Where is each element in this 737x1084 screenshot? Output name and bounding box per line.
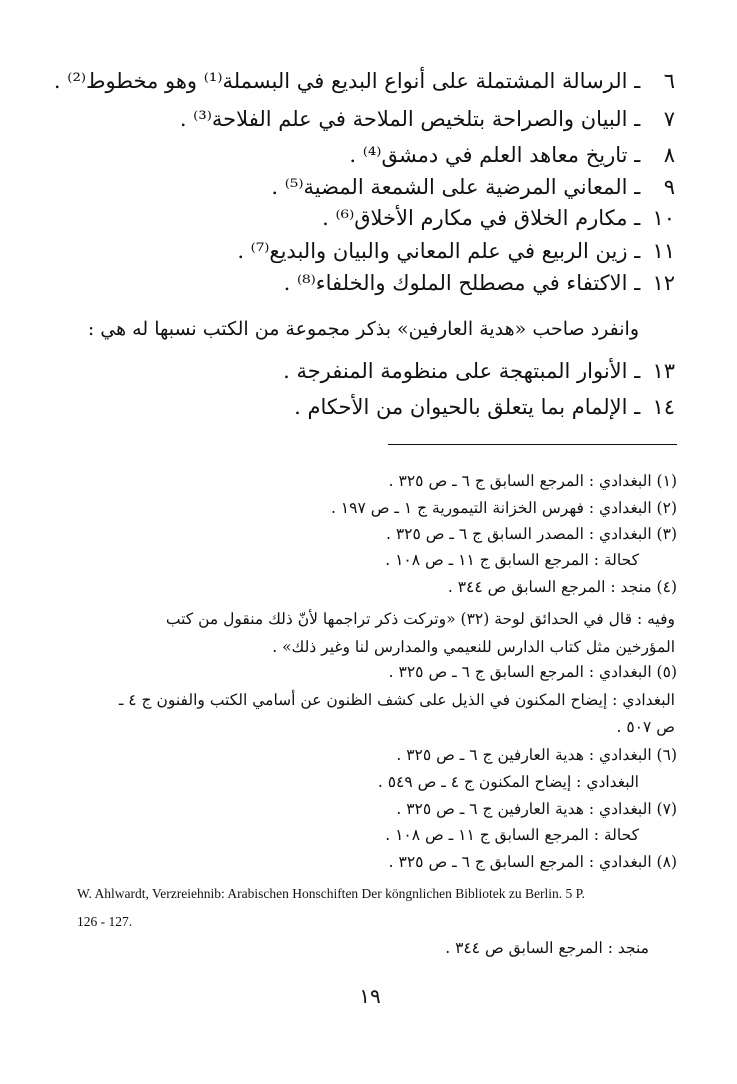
footnote: ص ٥٠٧ . <box>616 718 675 736</box>
footnote: البغدادي : إيضاح المكنون ج ٤ ـ ص ٥٤٩ . <box>377 773 639 791</box>
list-item: ١٢ ـ الاكتفاء في مصطلح الملوك والخلفاء⁽⁸⁾ . <box>283 271 675 295</box>
footnote: (٤) منجد : المرجع السابق ص ٣٤٤ . <box>447 578 677 596</box>
footnote: كحالة : المرجع السابق ج ١١ ـ ص ١٠٨ . <box>385 551 639 569</box>
footnote: (٥) البغدادي : المرجع السابق ج ٦ ـ ص ٣٢٥ . <box>388 663 677 681</box>
footnote: (٧) البغدادي : هدية العارفين ج ٦ ـ ص ٣٢٥ . <box>396 800 677 818</box>
footnote: (٣) البغدادي : المصدر السابق ج ٦ ـ ص ٣٢٥ . <box>386 525 677 543</box>
list-item: ١٤ ـ الإلمام بما يتعلق بالحيوان من الأحكام . <box>294 395 675 419</box>
footnote: (٨) البغدادي : المرجع السابق ج ٦ ـ ص ٣٢٥ . <box>388 853 677 871</box>
list-item: ١١ ـ زين الربيع في علم المعاني والبيان والبديع⁽⁷⁾ . <box>237 239 675 263</box>
footnote: كحالة : المرجع السابق ج ١١ ـ ص ١٠٨ . <box>385 826 639 844</box>
list-item: ٦ ـ الرسالة المشتملة على أنواع البديع في البسملة⁽¹⁾ وهو مخطوط⁽²⁾ . <box>53 69 675 93</box>
footnote: وفيه : قال في الحدائق لوحة (٣٢) «وتركت ذكر تراجمها لأنّ ذلك منقول من كتب <box>165 610 675 628</box>
list-item: ٩ ـ المعاني المرضية على الشمعة المضية⁽⁵⁾ . <box>271 175 675 199</box>
list-item: ٧ ـ البيان والصراحة بتلخيص الملاحة في علم الفلاحة⁽³⁾ . <box>179 107 675 131</box>
list-item: ١٣ ـ الأنوار المبتهجة على منظومة المنفرجة . <box>283 359 675 383</box>
footnote: منجد : المرجع السابق ص ٣٤٤ . <box>445 939 649 957</box>
footnote: (٦) البغدادي : هدية العارفين ج ٦ ـ ص ٣٢٥ . <box>396 746 677 764</box>
footnote-separator <box>388 444 677 445</box>
intro-paragraph: وانفرد صاحب «هدية العارفين» بذكر مجموعة من الكتب نسبها له هي : <box>87 318 639 340</box>
footnote: المؤرخين مثل كتاب الدارس للنعيمي والمدارس لنا وغير ذلك» . <box>272 638 675 656</box>
latin-reference-line-1: W. Ahlwardt, Verzreiehnib: Arabischen Honschiften Der köngnlichen Bibliotek zu Berlin. 5 P. <box>77 886 586 901</box>
footnote: البغدادي : إيضاح المكنون في الذيل على كشف الظنون عن أسامي الكتب والفنون ج ٤ ـ <box>118 691 675 709</box>
list-item: ١٠ ـ مكارم الخلاق في مكارم الأخلاق⁽⁶⁾ . <box>322 206 675 230</box>
latin-reference-line-2: 126 - 127. <box>77 914 133 929</box>
footnote: (٢) البغدادي : فهرس الخزانة التيمورية ج ١ ـ ص ١٩٧ . <box>330 499 677 517</box>
footnote: (١) البغدادي : المرجع السابق ج ٦ ـ ص ٣٢٥ . <box>388 472 677 490</box>
page-number: ١٩ <box>359 984 381 1008</box>
list-item: ٨ ـ تاريخ معاهد العلم في دمشق⁽⁴⁾ . <box>349 143 675 167</box>
